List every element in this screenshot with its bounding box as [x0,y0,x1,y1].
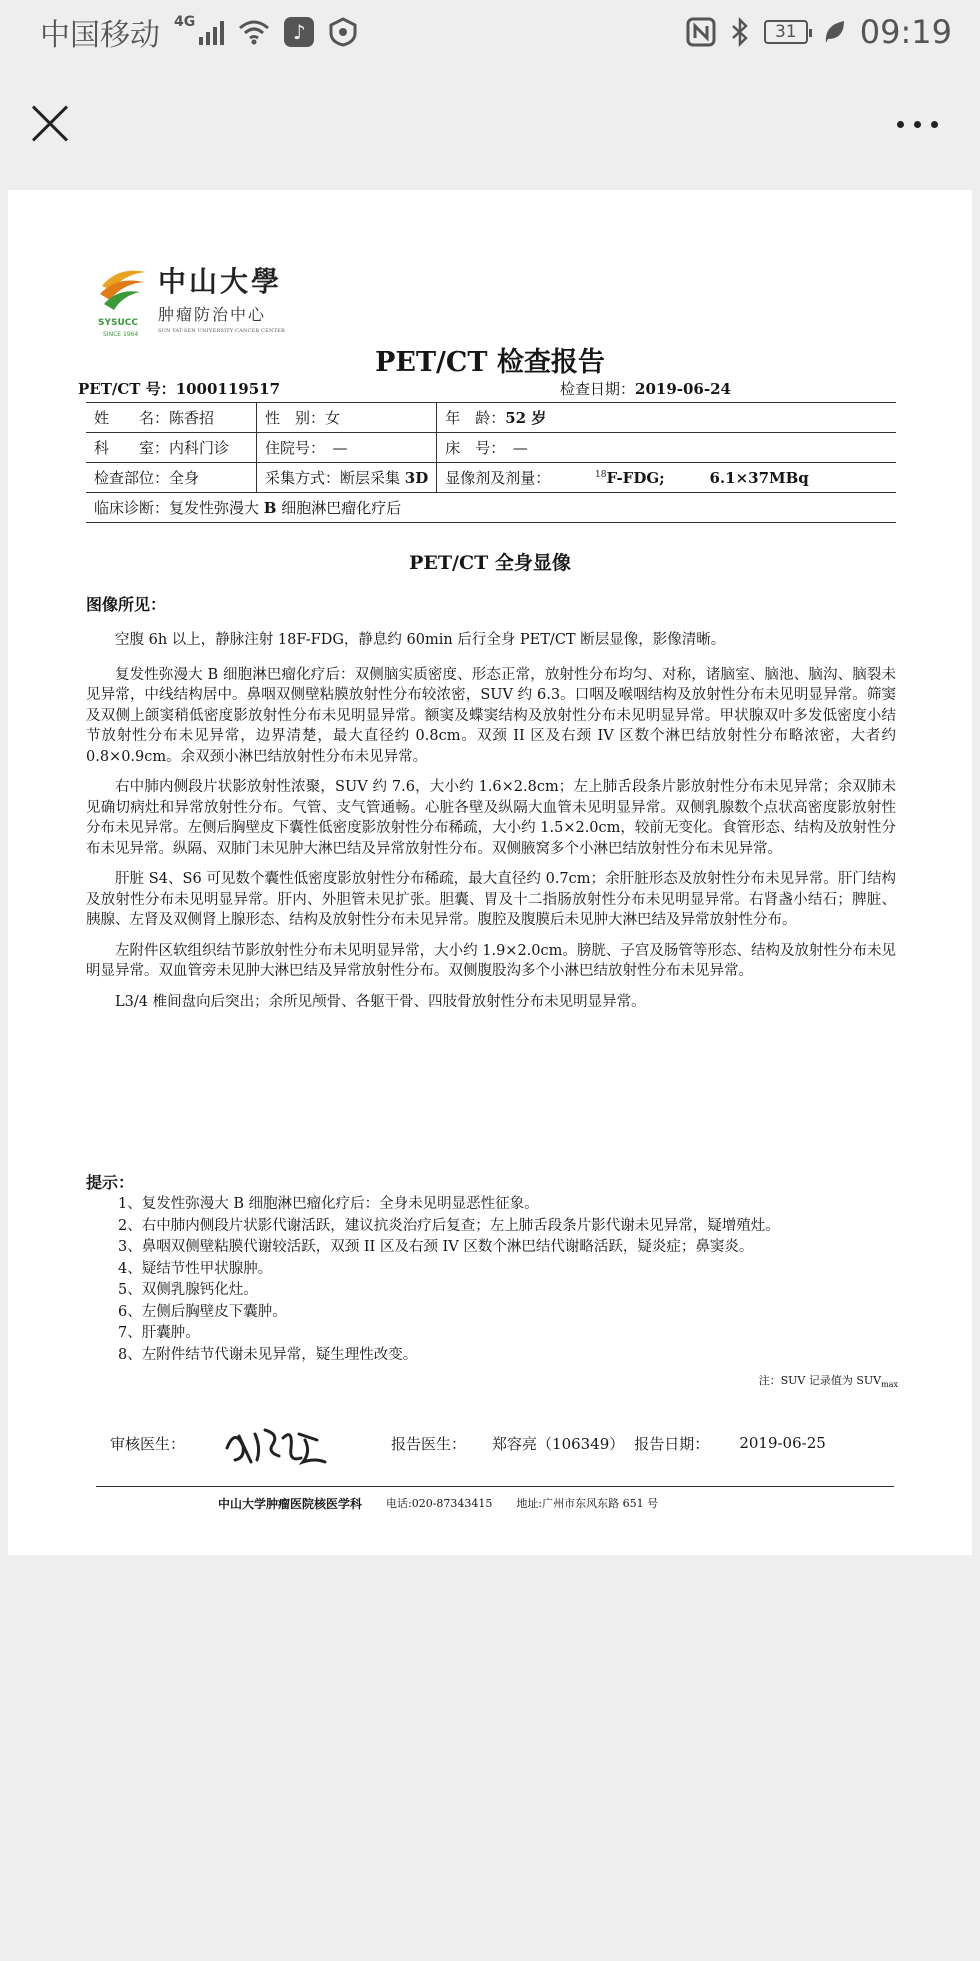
patient-info-table [86,402,896,523]
finding-paragraph: 右中肺内侧段片状影放射性浓聚，SUV 约 7.6，大小约 1.6×2.8cm；左上肺舌段条片影放射性分布未见异常；余双肺未见确切病灶和异常放射性分布。气管、支气管通畅。心脏各壁及纵隔大血管未见明显异常。双侧乳腺数个点状高密度影放射性分布未见异常。左侧后胸壁皮下囊性低密度影放射性分布稀疏，大小约 1.5×2.0cm，较前无变化。食管形态、结构及放射性分布未见异常。纵隔、双肺门未见肿大淋巴结及异常放射性分布。双侧腋窝多个小淋巴结放射性分布未见异常。 [86,779,896,857]
table-row [86,433,896,463]
report-date-value: 2019-06-25 [739,1434,826,1452]
age-label: 年 龄： [445,409,506,427]
suv-note-subscript: max [881,1380,898,1390]
list-item: 6、左侧后胸壁皮下囊肿。 [118,1303,287,1320]
table-row [86,403,896,433]
list-item: 2、右中肺内侧段片状影代谢活跃，建议抗炎治疗后复查；左上肺舌段条片影代谢未见异常，疑增殖灶。 [118,1217,780,1234]
hospital-logo [98,260,285,338]
list-item: 1、复发性弥漫大 B 细胞淋巴瘤化疗后：全身未见明显恶性征象。 [118,1196,539,1212]
clock: 09:19 [859,13,952,51]
signature-row [110,1418,910,1468]
diagnosis-b: B [263,499,277,517]
patient-name: 姓 名：陈香招 [94,409,215,427]
nfc-icon [686,17,716,47]
acquisition-value: 3D [404,469,429,487]
report-footer [218,1495,658,1512]
exam-id-label: PET/CT 号： [78,380,176,398]
wifi-icon [238,19,270,45]
report-title: PET/CT 检查报告 [375,347,605,378]
acquisition-label: 采集方式：断层采集 [265,469,405,487]
patient-sex: 性 别：女 [257,403,437,433]
table-row [86,463,896,493]
exam-id-value: 1000119517 [175,380,281,398]
findings-heading: 图像所见： [86,595,167,614]
footer-address: 地址:广州市东风东路 651 号 [516,1497,659,1510]
list-item: 8、左附件结节代谢未见异常，疑生理性改变。 [118,1346,418,1363]
handwritten-signature [221,1418,331,1468]
tracer-value: F-FDG; [606,469,665,487]
finding-paragraph: 肝脏 S4、S6 可见数个囊性低密度影放射性分布稀疏，最大直径约 0.7cm；余肝脏形态及放射性分布未见异常。肝门结构及放射性分布未见明显异常。肝内、外胆管未见扩张。胆囊、胃及十二指肠放射性分布未见明显异常。右肾盏小结石；脾脏、胰腺、左肾及双侧肾上腺形态、结构及放射性分布未见异常。腹腔及腹膜后未见肿大淋巴结及异常放射性分布。 [86,871,896,928]
reviewer-label: 审核医生： [110,1434,186,1453]
status-bar [0,0,980,64]
finding-paragraph: L3/4 椎间盘向后突出；余所见颅骨、各躯干骨、四肢骨放射性分布未见明显异常。 [115,993,646,1010]
department: 科 室：内科门诊 [94,439,230,457]
close-button[interactable] [30,104,70,144]
finding-paragraph: 空腹 6h 以上，静脉注射 18F-FDG，静息约 60min 后行全身 PET/CT 断层显像，影像清晰。 [115,632,726,648]
exam-id [78,378,280,399]
exam-date [560,378,731,399]
exam-site: 检查部位：全身 [94,469,200,487]
signal-icon [199,19,224,45]
exam-date-value: 2019-06-24 [635,380,731,398]
list-item: 7、肝囊肿。 [118,1325,200,1341]
exam-date-label: 检查日期： [560,380,636,398]
carrier-name: 中国移动 [40,18,160,53]
footer-department: 中山大学肿瘤医院核医学科 [218,1497,363,1511]
section-title: PET/CT 全身显像 [409,552,571,574]
suv-note [759,1372,898,1389]
logo-subtitle-cn: 肿瘤防治中心 [158,305,267,324]
network-type: 4G [174,14,196,30]
tiktok-icon: ♪ [284,17,314,47]
diagnosis-prefix: 临床诊断：复发性弥漫大 [94,499,264,517]
tracer-label: 显像剂及剂量： [445,469,551,487]
list-item: 5、双侧乳腺钙化灶。 [118,1282,258,1298]
finding-paragraph: 复发性弥漫大 B 细胞淋巴瘤化疗后：双侧脑实质密度、形态正常，放射性分布均匀、对称，诸脑室、脑池、脑沟、脑裂未见异常，中线结构居中。鼻咽双侧壁粘膜放射性分布较浓密，SUV 约 6.3。口咽及喉咽结构及放射性分布未见明显异常。筛窦及双侧上颌窦稍低密度影放射性分布未见明显异常。额窦及蝶窦结构及放射性分布未见明显异常。甲状腺双叶多发低密度小结节放射性分布未见异常，边界清楚，最大直径约 0.8cm。双颈 II 区及右颈 IV 区数个淋巴结放射性分布略浓密，大者约 0.8×0.9cm。余双颈小淋巴结放射性分布未见异常。 [86,666,896,765]
patient-age [437,403,896,433]
diagnosis-suffix: 细胞淋巴瘤化疗后 [276,499,402,517]
more-options-button[interactable] [897,111,938,138]
clinical-diagnosis [86,493,896,523]
list-item: 3、鼻咽双侧壁粘膜代谢较活跃，双颈 II 区及右颈 IV 区数个淋巴结代谢略活跃，疑炎症；鼻窦炎。 [118,1239,754,1255]
logo-name-en: SUN YAT-SEN UNIVERSITY CANCER CENTER [158,328,285,334]
tracer-isotope: 18 [595,470,607,480]
dose-value: 6.1×37MBq [709,469,809,487]
acquisition-mode [257,463,437,493]
hints-heading: 提示： [86,1173,135,1192]
finding-paragraph: 左附件区软组织结节影放射性分布未见明显异常，大小约 1.9×2.0cm。膀胱、子宫及肠管等形态、结构及放射性分布未见明显异常。双血管旁未见肿大淋巴结及异常放射性分布。双侧腹股沟多个小淋巴结放射性分布未见异常。 [86,942,896,979]
bed-number: 床 号： — [437,433,896,463]
report-document[interactable] [8,190,972,1555]
reporter-value: 郑容亮（106349） [492,1434,625,1453]
table-row [86,493,896,523]
age-value: 52 岁 [505,409,547,427]
leaf-icon [822,19,846,45]
battery-icon: 31 [764,20,808,44]
hints-list [118,1194,918,1366]
logo-since: SINCE 1964 [103,331,139,338]
bluetooth-icon [730,17,750,47]
sysucc-emblem-icon [98,260,150,316]
inpatient-number: 住院号： — [257,433,437,463]
logo-abbr: SYSUCC [98,318,138,328]
findings-body [86,630,896,1022]
shield-icon [328,17,358,47]
footer-divider [96,1486,894,1487]
tracer-dose [437,463,896,493]
suv-note-text: 注：SUV 记录值为 SUV [758,1374,882,1387]
logo-name-cn: 中山大學 [158,265,283,298]
report-date-label: 报告日期： [634,1434,710,1453]
reporter-label: 报告医生： [391,1434,467,1453]
list-item: 4、疑结节性甲状腺肿。 [118,1260,273,1277]
footer-phone: 电话:020-87343415 [386,1497,493,1510]
nav-bar [0,64,980,184]
